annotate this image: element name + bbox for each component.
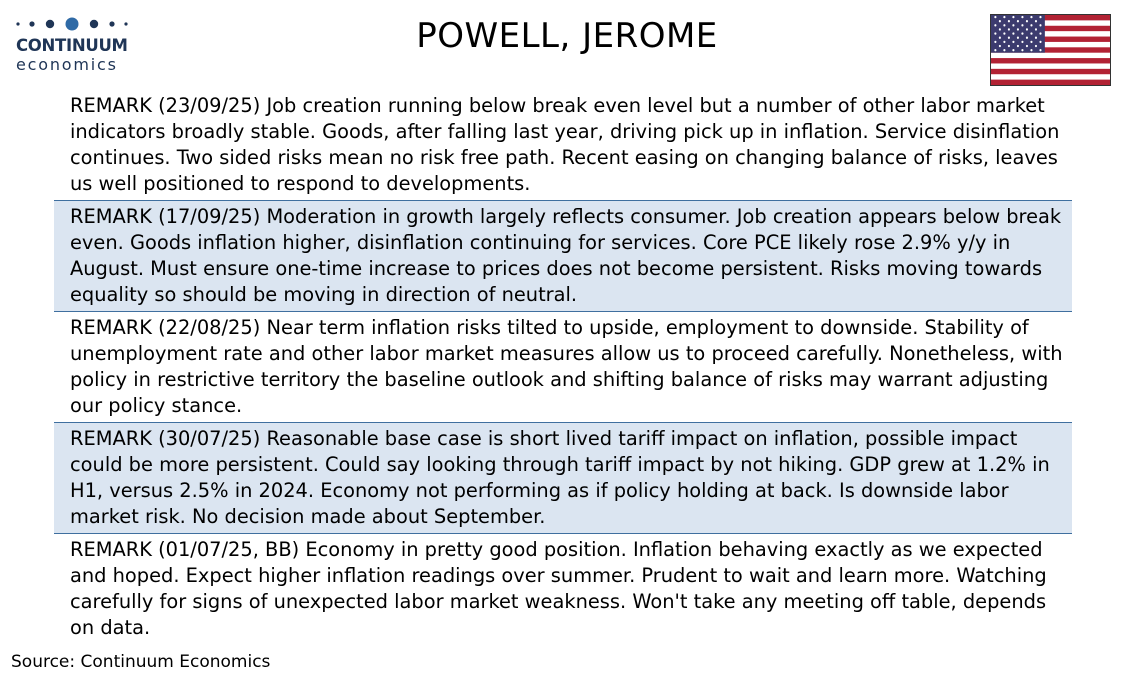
- page-title: POWELL, JEROME: [416, 16, 718, 56]
- remark-row: REMARK (17/09/25) Moderation in growth largely reflects consumer. Job creation appears below break even. Goods inflation higher, disinflation continuing for services. Core PCE likely rose 2.9% y/y in August. Must ensure one-time increase to prices does not become persistent. Risks moving towards equality so should be moving in direction of neutral.: [54, 201, 1072, 312]
- remark-row: REMARK (22/08/25) Near term inflation risks tilted to upside, employment to downside. Stability of unemployment rate and other labor market measures allow us to proceed carefully. Nonetheless, with policy in restrictive territory the baseline outlook and shifting balance of risks may warrant adjusting our policy stance.: [54, 312, 1072, 423]
- remark-row: REMARK (01/07/25, BB) Economy in pretty good position. Inflation behaving exactly as we expected and hoped. Expect higher inflation readings over summer. Prudent to wait and learn more. Watching carefully for signs of unexpected labor market weakness. Won't take any meeting off table, depends on data.: [70, 538, 1047, 639]
- remark-row: REMARK (23/09/25) Job creation running below break even level but a number of other labor market indicators broadly stable. Goods, after falling last year, driving pick up in inflation. Service disinflation continues. Two sided risks mean no risk free path. Recent easing on changing balance of risks, leaves us well positioned to respond to developments.: [54, 90, 1072, 201]
- logo-sub: economics: [16, 55, 118, 74]
- us-flag-icon: [990, 14, 1111, 86]
- remark-row: REMARK (30/07/25) Reasonable base case is short lived tariff impact on inflation, possible impact could be more persistent. Could say looking through tariff impact by not hiking. GDP grew at 1.2% in H1, versus 2.5% in 2024. Economy not performing as if policy holding at back. Is downside labor market risk. No decision made about September.: [54, 423, 1072, 534]
- remarks-list: [54, 90, 1072, 645]
- logo-brand: CONTINUUM: [16, 36, 128, 55]
- source-note: Source: Continuum Economics: [11, 652, 271, 672]
